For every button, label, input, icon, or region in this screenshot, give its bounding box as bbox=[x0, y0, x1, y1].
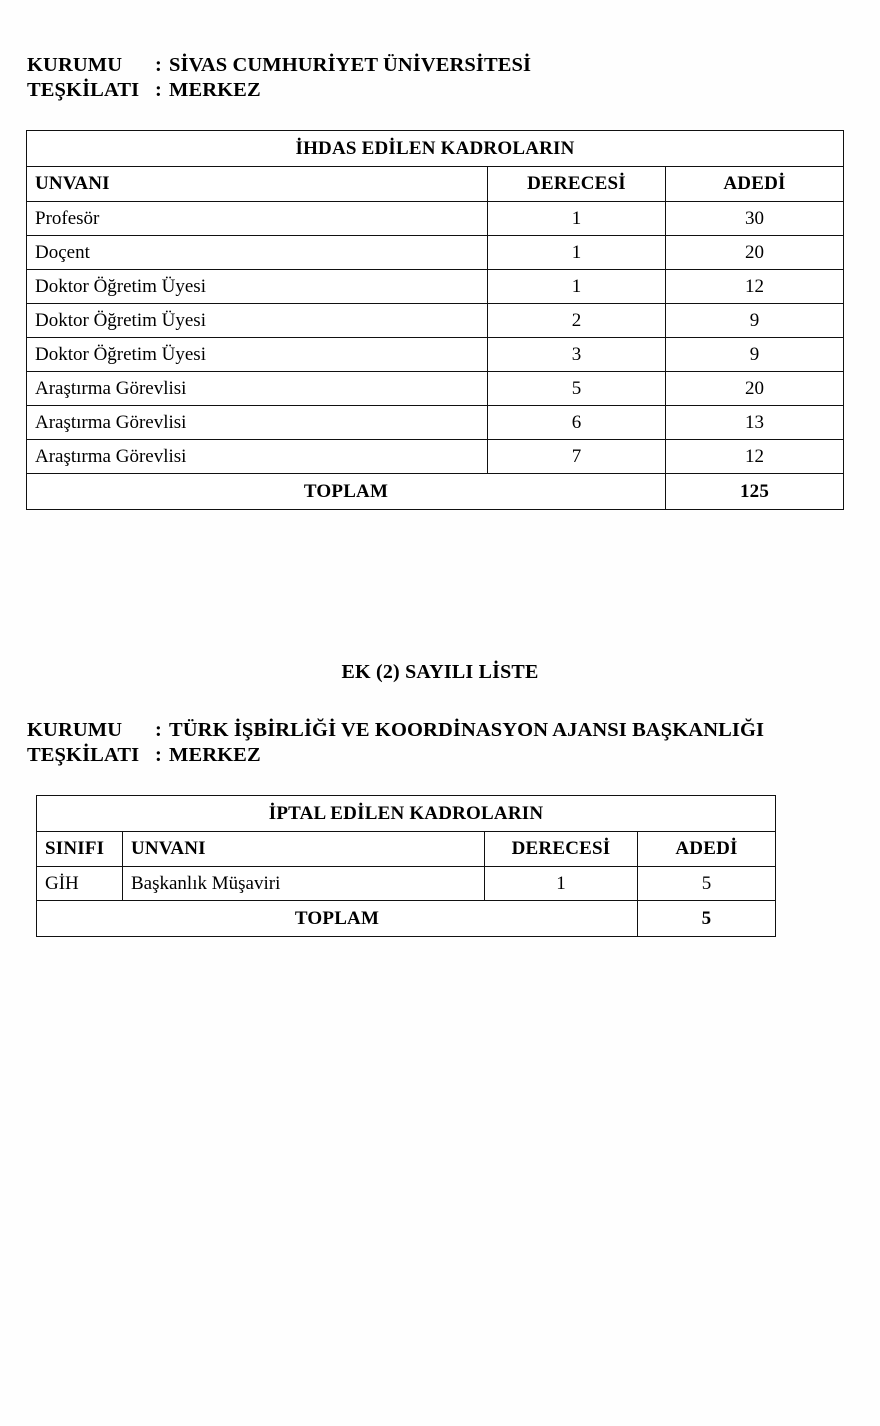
kurumu-label: KURUMU bbox=[27, 719, 123, 741]
cell-derecesi: 5 bbox=[488, 372, 666, 406]
table-row bbox=[27, 304, 844, 338]
column-header-adedi: ADEDİ bbox=[638, 832, 776, 867]
teskilati-row bbox=[27, 743, 764, 768]
total-label: TOPLAM bbox=[27, 474, 666, 510]
iptal-kadrolar-table bbox=[36, 795, 776, 937]
kurumu-separator: : bbox=[155, 54, 162, 76]
cell-derecesi: 1 bbox=[488, 270, 666, 304]
column-header-derecesi: DERECESİ bbox=[485, 832, 638, 867]
cell-unvani: Doktor Öğretim Üyesi bbox=[27, 338, 488, 372]
kurumu-row bbox=[27, 718, 764, 743]
cell-adedi: 13 bbox=[666, 406, 844, 440]
teskilati-label: TEŞKİLATI bbox=[27, 744, 140, 766]
page-title: EK (2) SAYILI LİSTE bbox=[341, 661, 539, 683]
table-row bbox=[27, 202, 844, 236]
table-row bbox=[27, 440, 844, 474]
cell-unvani: Başkanlık Müşaviri bbox=[123, 867, 485, 901]
total-value: 125 bbox=[666, 474, 844, 510]
total-value: 5 bbox=[638, 901, 776, 937]
table-row bbox=[27, 236, 844, 270]
cell-unvani: Araştırma Görevlisi bbox=[27, 440, 488, 474]
cell-unvani: Profesör bbox=[27, 202, 488, 236]
cell-derecesi: 3 bbox=[488, 338, 666, 372]
table-total-row bbox=[37, 901, 776, 937]
kurumu-separator: : bbox=[155, 719, 162, 741]
cell-adedi: 9 bbox=[666, 338, 844, 372]
column-header-sinifi: SINIFI bbox=[37, 832, 123, 867]
column-header-derecesi: DERECESİ bbox=[488, 167, 666, 202]
cell-derecesi: 6 bbox=[488, 406, 666, 440]
teskilati-value: MERKEZ bbox=[169, 744, 261, 766]
cell-derecesi: 1 bbox=[488, 236, 666, 270]
organisation-header-2 bbox=[27, 718, 764, 768]
cell-adedi: 9 bbox=[666, 304, 844, 338]
table-title-row bbox=[37, 796, 776, 832]
column-header-unvani: UNVANI bbox=[123, 832, 485, 867]
table-row bbox=[37, 867, 776, 901]
cell-unvani: Doktor Öğretim Üyesi bbox=[27, 304, 488, 338]
cell-derecesi: 2 bbox=[488, 304, 666, 338]
cell-unvani: Doktor Öğretim Üyesi bbox=[27, 270, 488, 304]
teskilati-separator: : bbox=[155, 79, 162, 101]
teskilati-separator: : bbox=[155, 744, 162, 766]
column-header-adedi: ADEDİ bbox=[666, 167, 844, 202]
total-label: TOPLAM bbox=[37, 901, 638, 937]
table-row bbox=[27, 338, 844, 372]
teskilati-row bbox=[27, 78, 531, 103]
table-row bbox=[27, 372, 844, 406]
organisation-header-1 bbox=[27, 53, 531, 103]
cell-adedi: 12 bbox=[666, 270, 844, 304]
cell-derecesi: 1 bbox=[488, 202, 666, 236]
cell-derecesi: 1 bbox=[485, 867, 638, 901]
ihdas-kadrolar-table bbox=[26, 130, 844, 510]
table-header-row bbox=[27, 167, 844, 202]
table-title-cell: İHDAS EDİLEN KADROLARIN bbox=[27, 131, 844, 167]
cell-unvani: Araştırma Görevlisi bbox=[27, 372, 488, 406]
cell-derecesi: 7 bbox=[488, 440, 666, 474]
cell-sinifi: GİH bbox=[37, 867, 123, 901]
column-header-unvani: UNVANI bbox=[27, 167, 488, 202]
cell-adedi: 20 bbox=[666, 236, 844, 270]
table-row bbox=[27, 406, 844, 440]
kurumu-row bbox=[27, 53, 531, 78]
table-header-row bbox=[37, 832, 776, 867]
cell-adedi: 20 bbox=[666, 372, 844, 406]
table-row bbox=[27, 270, 844, 304]
teskilati-label: TEŞKİLATI bbox=[27, 79, 140, 101]
cell-adedi: 12 bbox=[666, 440, 844, 474]
kurumu-value: TÜRK İŞBİRLİĞİ VE KOORDİNASYON AJANSI BAŞKANLIĞI bbox=[169, 719, 765, 741]
teskilati-value: MERKEZ bbox=[169, 79, 261, 101]
cell-adedi: 30 bbox=[666, 202, 844, 236]
cell-unvani: Doçent bbox=[27, 236, 488, 270]
kurumu-value: SİVAS CUMHURİYET ÜNİVERSİTESİ bbox=[169, 54, 532, 76]
table-title-row bbox=[27, 131, 844, 167]
table-title-cell: İPTAL EDİLEN KADROLARIN bbox=[37, 796, 776, 832]
cell-unvani: Araştırma Görevlisi bbox=[27, 406, 488, 440]
table-total-row bbox=[27, 474, 844, 510]
kurumu-label: KURUMU bbox=[27, 54, 123, 76]
cell-adedi: 5 bbox=[638, 867, 776, 901]
